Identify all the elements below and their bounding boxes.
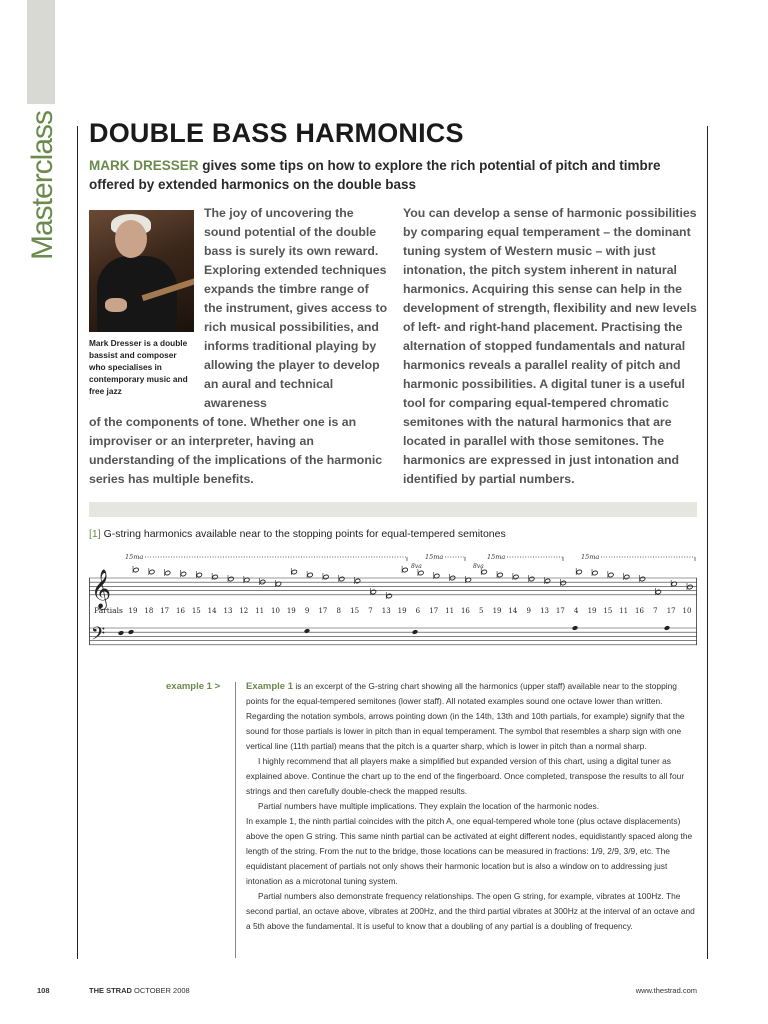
partial-number: 11 <box>445 607 455 615</box>
octave-mark: 15ma <box>581 553 600 561</box>
left-rule <box>77 126 78 959</box>
example-para-3: Partial numbers have multiple implications. They explain the location of the harmonic nodes. <box>258 801 600 811</box>
partial-number: 16 <box>460 607 470 615</box>
octave-lines <box>125 553 695 570</box>
harmonics-notation <box>89 548 699 653</box>
partial-number: 9 <box>526 607 531 615</box>
partial-number: 19 <box>128 607 138 615</box>
figure-band <box>89 502 697 517</box>
partial-number: 16 <box>176 607 185 615</box>
right-rule <box>707 126 708 959</box>
author-photo <box>89 210 194 332</box>
section-tab <box>27 0 55 104</box>
partial-number: 19 <box>397 607 407 615</box>
partial-number: 13 <box>540 607 550 615</box>
treble-clef-icon: 𝄞 <box>91 569 112 609</box>
partials-label: Partials <box>94 606 123 615</box>
author-name: MARK DRESSER <box>89 158 199 173</box>
lower-notes <box>118 625 671 636</box>
partial-number: 19 <box>492 607 502 615</box>
ottava-mark: 8va <box>411 563 422 570</box>
octave-mark: 15ma <box>125 553 144 561</box>
photo-caption: Mark Dresser is a double bassist and composer who specialises in contemporary music and free jazz <box>89 338 188 396</box>
partial-number: 18 <box>144 607 154 615</box>
partial-number: 13 <box>223 607 233 615</box>
partial-number: 5 <box>478 607 484 615</box>
partial-number: 17 <box>318 607 328 615</box>
partial-number: 15 <box>603 607 613 615</box>
footer-magazine <box>89 986 190 995</box>
octave-mark: 15ma <box>487 553 506 561</box>
octave-mark: 15ma <box>425 553 444 561</box>
partial-number: 14 <box>508 607 518 615</box>
standfirst <box>89 156 689 194</box>
figure-caption-text: G-string harmonics available near to the stopping points for equal-tempered semitones <box>100 528 506 540</box>
partial-number: 17 <box>666 607 676 615</box>
partial-number: 17 <box>555 607 565 615</box>
example-text <box>246 679 696 934</box>
bass-staff <box>89 628 697 645</box>
partial-number: 9 <box>304 607 310 615</box>
section-label: Masterclass <box>26 110 59 260</box>
magazine-name: THE STRAD <box>89 986 132 995</box>
partial-number: 7 <box>653 607 658 615</box>
partial-number: 11 <box>255 607 265 615</box>
partial-number: 12 <box>239 607 249 615</box>
example-rule <box>235 682 236 958</box>
partial-number: 4 <box>573 607 579 615</box>
partial-number: 13 <box>381 607 391 615</box>
issue-date: OCTOBER 2008 <box>131 986 190 995</box>
partial-number: 17 <box>160 607 170 615</box>
partial-number: 8 <box>336 607 342 615</box>
example-lead: Example 1 <box>246 681 293 692</box>
example-para-5: Partial numbers also demonstrate frequency relationships. The open G string, for example, vibrates at 100Hz. The second partial, an octave above, vibrates at 200Hz, and the third partial vibrates at 300Hz at the interval of an octave and a 5th above the fundamental. It is useful to know that a doubling of any partial is a doubling of frequency. <box>246 891 695 931</box>
partials-row <box>129 607 692 615</box>
partial-number: 14 <box>207 607 217 615</box>
partial-number: 19 <box>286 607 296 615</box>
footer-url: www.thestrad.com <box>635 986 697 995</box>
partial-number: 15 <box>191 607 201 615</box>
partial-number: 16 <box>635 607 644 615</box>
partial-number: 10 <box>270 607 280 615</box>
bass-clef-icon: 𝄢 <box>91 624 106 649</box>
partial-number: 6 <box>415 607 421 615</box>
standfirst-text: gives some tips on how to explore the rich potential of pitch and timbre offered by extended harmonics on the double bass <box>89 158 661 192</box>
partial-number: 10 <box>682 607 692 615</box>
example-label: example 1 > <box>166 681 221 692</box>
partial-number: 17 <box>429 607 439 615</box>
partial-number: 15 <box>350 607 360 615</box>
article-title: DOUBLE BASS HARMONICS <box>89 118 464 148</box>
partial-number: 11 <box>619 607 629 615</box>
page-number: 108 <box>37 986 50 995</box>
ottava-mark: 8va <box>473 563 484 570</box>
figure-number: [1] <box>89 528 101 540</box>
partial-number: 7 <box>368 607 373 615</box>
example-para-2: I highly recommend that all players make a simplified but expanded version of this chart, using a digital tuner as explained above. Continue the chart up to the end of the fingerboard. Once completed, transpose the results to all four strings and then carefully double-check the mapped results. <box>246 756 685 796</box>
example-para-4: In example 1, the ninth partial coincides with the pitch A, one equal-tempered whole tone (plus octave displacements) above the open G string. This same ninth partial can be activated at eight different nodes, equidistantly spaced along the length of the string. From the nut to the bridge, those locations can be measured in fractions: 1/9, 2/9, 3/9, etc. The equidistant placement of partials not only shows their harmonic location but is also a window on to addressing just intonation as a microtonal tuning system. <box>246 816 693 886</box>
body-col2: You can develop a sense of harmonic possibilities by comparing equal temperament – the dominant tuning system of Western music – with just intonation, the pitch system inherent in natural harmonics. Acquiring this sense can help in the development of strength, flexibility and new levels of left- and right-hand placement. Practising the alternation of stopped fundamentals and natural harmonics reveals a parallel reality of pitch and harmonic possibilities. A digital tuner is a useful tool for comparing equal-tempered chromatic semitones with the natural harmonics that are located in parallel with those semitones. The harmonics are expressed in just intonation and identified by partial numbers. <box>403 206 697 486</box>
partial-number: 19 <box>587 607 597 615</box>
figure-caption <box>89 528 506 540</box>
example-para-1: Example 1 is an excerpt of the G-string chart showing all the harmonics (upper staff) available near to the stopping points for the equal-tempered semitones (lower staff). All notated examples sound one octave lower than written. Regarding the notation symbols, arrows pointing down (in the 14th, 13th and 10th partials, for example) signify that the sound for those partials is lower in pitch than in equal temperament. The symbol that resembles a sharp sign with one vertical line (11th partial) means that the pitch is a quarter sharp, which is lower in pitch than a normal sharp. <box>246 681 685 751</box>
body-col1-top: The joy of uncovering the sound potential of the double bass is surely its own reward. Exploring extended techniques expands the timbre range of the instrument, gives access to rich musical possibilities, and informs traditional playing by allowing the player to develop an aural and technical awareness <box>204 206 388 410</box>
body-col1-bottom: of the components of tone. Whether one is an improviser or an interpreter, having an understanding of the implications of the harmonic series has multiple benefits. <box>89 415 383 486</box>
